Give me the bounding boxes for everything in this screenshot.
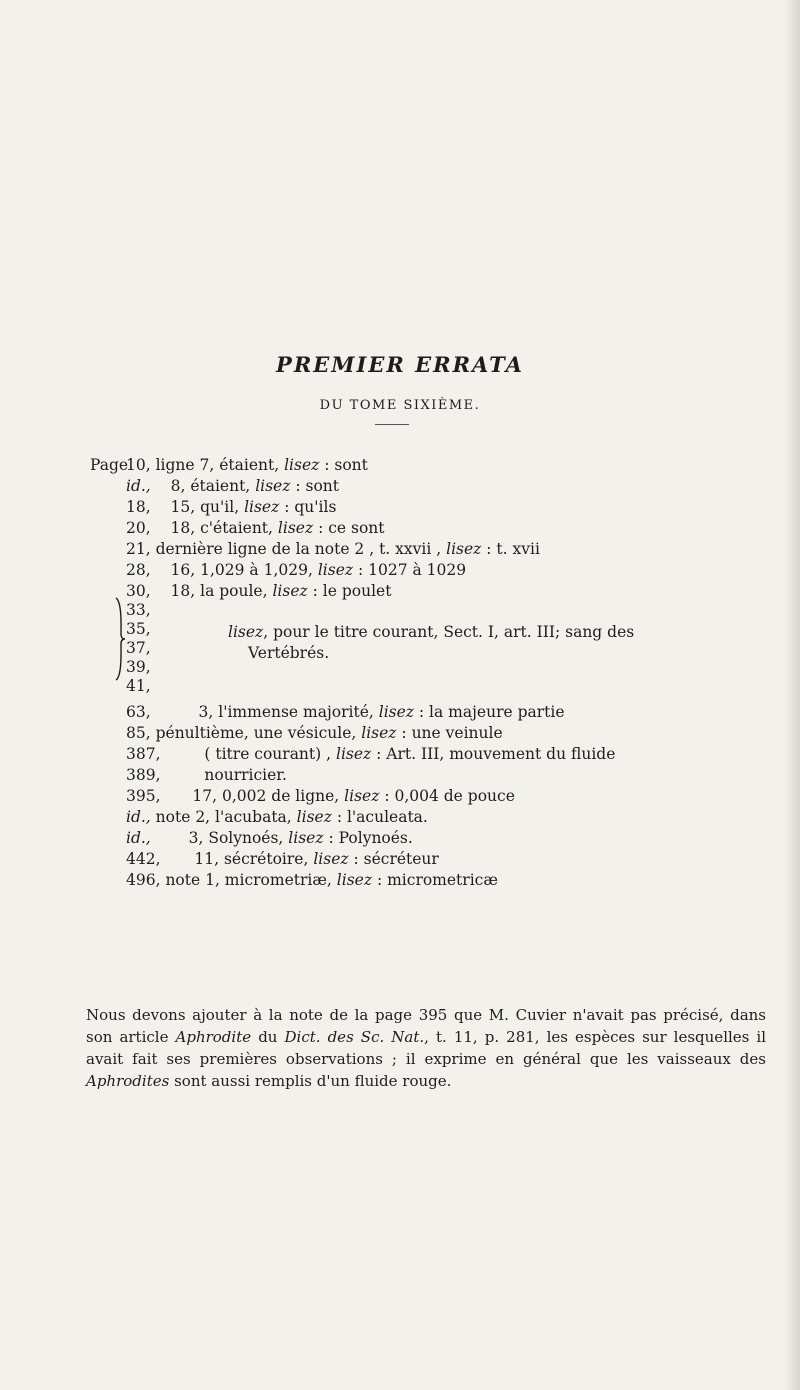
entry-text: 18, c'étaient, [170,519,273,537]
entry-text: 15, qu'il, [170,498,240,516]
entry-text: 8, étaient, [170,477,251,495]
entry-text: 16, 1,029 à 1,029, [170,561,313,579]
errata-entry [126,765,287,785]
note-part-1: Nous devons ajouter à la note de la page 395 que M. Cuvier n'avait pas précisé, dans son article [86,1006,766,1046]
entry-text: 3, l'immense majorité, [198,703,374,721]
entry-num: 18, [126,498,151,516]
entry-text: 17, 0,002 de ligne, [192,787,340,805]
entry-correction: : sont [295,477,339,495]
errata-entry [126,786,515,806]
errata-entry [126,807,428,827]
entry-text: 18, la poule, [170,582,268,600]
errata-entry [126,744,615,764]
note-aphrodites: Aphrodites [86,1072,170,1090]
entry-correction: : sécréteur [353,850,439,868]
entry-lisez: lisez [277,519,314,537]
entry-num: 387, [126,745,161,763]
entry-num: 28, [126,561,151,579]
entry-text: nourricier. [204,766,287,784]
errata-entry [126,518,385,538]
entry-correction: : le poulet [312,582,392,600]
note-part-2: du [258,1028,278,1046]
entry-lisez: lisez [336,871,373,889]
errata-entry [126,581,391,601]
entry-text: note 1, micrometriæ, [165,871,332,889]
entry-num: 395, [126,787,161,805]
entry-lisez: lisez [313,850,349,868]
entry-text: 11, sécrétoire, [194,850,309,868]
entry-lisez: lisez [296,808,332,826]
errata-entry [126,702,565,722]
entry-num: 63, [126,703,151,721]
entry-text: dernière ligne de la note 2 , t. xxvii , [155,540,442,558]
note-dict: Dict. des Sc. Nat. [284,1028,425,1046]
entry-correction: : 1027 à 1029 [357,561,467,579]
entry-num: id., [126,808,151,826]
errata-entry [126,497,336,517]
entry-text: note 2, l'acubata, [155,808,292,826]
entry-text: ligne 7, étaient, [155,456,280,474]
errata-entry: 41, [126,677,151,695]
errata-entry [126,723,503,743]
errata-entry [126,455,368,475]
entry-lisez: lisez [361,724,397,742]
brace-lisez: lisez [228,623,264,641]
entry-correction: : ce sont [318,519,385,537]
entry-correction: : l'aculeata. [336,808,428,826]
errata-entry [126,870,498,890]
entry-lisez: lisez [255,477,291,495]
entry-correction: : t. xvii [486,540,540,558]
errata-entry: 33, [126,601,151,619]
entry-num: 85, [126,724,151,742]
entry-correction: : qu'ils [284,498,337,516]
entry-correction: : micrometricæ [376,871,498,889]
entry-correction: : Polynoés. [328,829,413,847]
note-part-4: sont aussi remplis d'un fluide rouge. [174,1072,452,1090]
note-part-3: , t. 11, p. 281, les espèces sur lesquelles il avait fait ses premières observations ; il exprime en général que les vaisseaux des [86,1028,767,1068]
note-aphrodite: Aphrodite [175,1028,252,1046]
entry-num: 30, [126,582,151,600]
entry-lisez: lisez [317,561,354,579]
entry-lisez: lisez [244,498,280,516]
errata-entry: 37, [126,639,151,657]
entry-text: pénultième, une vésicule, [155,724,357,742]
entry-correction: : sont [324,456,368,474]
errata-entry [126,849,439,869]
closing-note [86,1004,766,1092]
errata-entry [126,828,413,848]
entry-text: 3, Solynoés, [188,829,284,847]
page-label: Page [90,456,129,474]
entry-num: 21, [126,540,151,558]
errata-entry: 35, [126,620,151,638]
entry-lisez: lisez [336,745,372,763]
errata-entry [126,560,466,580]
entry-num: 389, [126,766,161,784]
errata-entry [126,539,540,559]
brace-icon [114,596,126,682]
page-title: PREMIER ERRATA [276,352,524,377]
entry-num: id., [126,829,151,847]
entry-lisez: lisez [378,703,414,721]
entry-lisez: lisez [272,582,308,600]
brace-annotation [228,622,634,642]
brace-annotation-line-2: Vertébrés. [248,644,330,662]
entry-correction: : une veinule [401,724,503,742]
entry-correction: : la majeure partie [418,703,565,721]
errata-entry: 39, [126,658,151,676]
entry-lisez: lisez [284,456,320,474]
errata-entry [126,476,339,496]
entry-lisez: lisez [446,540,482,558]
entry-num: id., [126,477,151,495]
entry-correction: : 0,004 de pouce [384,787,515,805]
entry-lisez: lisez [344,787,380,805]
page-subtitle: DU TOME SIXIÈME. [319,398,481,413]
entry-text: ( titre courant) , [204,745,332,763]
entry-num: 442, [126,850,161,868]
entry-num: 10, [126,456,151,474]
brace-line-1: , pour le titre courant, Sect. I, art. III; sang des [263,623,635,641]
entry-correction: : Art. III, mouvement du fluide [376,745,616,763]
entry-lisez: lisez [288,829,324,847]
page-edge [784,0,800,1390]
separator-rule [375,424,409,425]
entry-num: 20, [126,519,151,537]
entry-num: 496, [126,871,161,889]
